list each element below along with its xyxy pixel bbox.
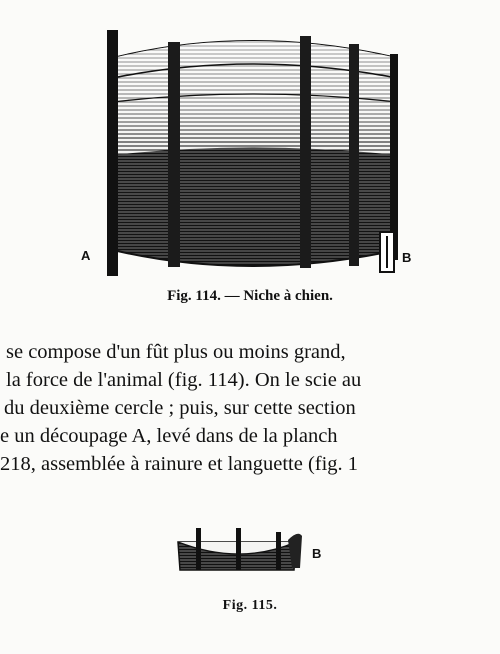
text-line-5: 218, assemblée à rainure et languette (fig. 1 [0,453,359,475]
hoop-3 [349,44,359,266]
hoop-1 [168,42,180,267]
text-line-4: e un découpage A, levé dans de la planch [0,425,338,447]
text-line-1: se compose d'un fût plus ou moins grand, [6,341,346,363]
label-a: A [81,248,91,263]
half-barrel-illustration [170,524,330,574]
label-b: B [402,250,412,265]
figure-114-caption: Fig. 114. — Niche à chien. [167,288,333,304]
figure-115-caption: Fig. 115. [222,598,278,613]
hoop-2 [300,36,311,268]
post-a [107,30,118,276]
text-line-2: la force de l'animal (fig. 114). On le scie au [6,369,362,391]
body-paragraph [0,338,500,478]
fig115-label-b: B [312,546,322,561]
post-right [390,54,398,260]
text-line-3: du deuxième cercle ; puis, sur cette section [4,397,356,419]
barrel-illustration [75,20,425,282]
